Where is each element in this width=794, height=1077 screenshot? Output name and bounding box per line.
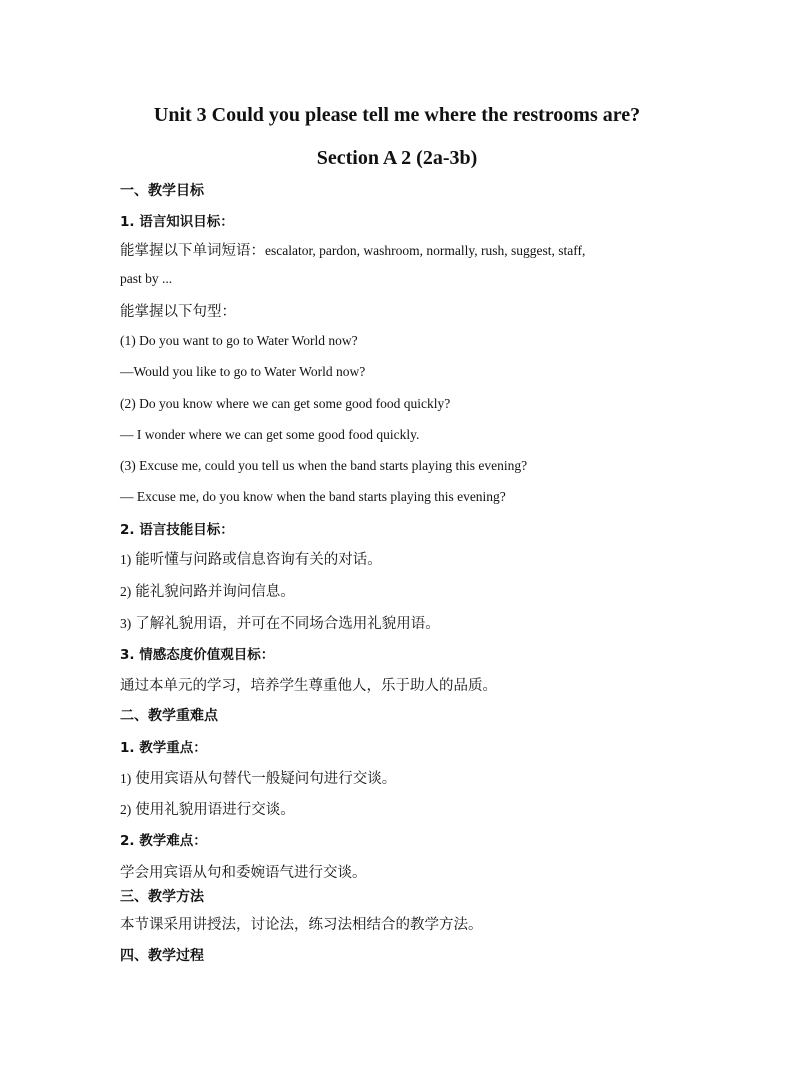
vocab-words-cont: past by ... <box>120 271 173 286</box>
unit-title: Unit 3 Could you please tell me where the restrooms are? <box>153 104 641 126</box>
list-item: 2) 使用礼貌用语进行交谈。 <box>120 802 295 818</box>
vocab-words: escalator, pardon, washroom, normally, rush, suggest, staff, <box>265 243 586 258</box>
list-item: 1) 能听懂与问路或信息咨询有关的对话。 <box>120 552 382 568</box>
sentence-1: (1) Do you want to go to Water World now? <box>120 333 358 348</box>
sentence-3: (3) Excuse me, could you tell us when the band starts playing this evening? <box>120 458 528 473</box>
difficult-text: 学会用宾语从句和委婉语气进行交谈。 <box>120 865 367 881</box>
list-item: 3) 了解礼貌用语，并可在不同场合选用礼貌用语。 <box>120 616 440 632</box>
section-title: Section A 2 (2a-3b) <box>316 147 478 169</box>
methods-text: 本节课采用讲授法，讨论法，练习法相结合的教学方法。 <box>120 917 483 933</box>
heading-key-difficult-points: 二、教学重难点 <box>120 708 218 724</box>
heading-teaching-process: 四、教学过程 <box>120 948 204 964</box>
sentence-1-alt: —Would you like to go to Water World now? <box>120 364 366 379</box>
sentence-2-alt: — I wonder where we can get some good food quickly. <box>120 427 420 442</box>
heading-teaching-methods: 三、教学方法 <box>120 889 204 905</box>
sentence-2: (2) Do you know where we can get some good food quickly? <box>120 396 451 411</box>
heading-difficult-points: 2. 教学难点： <box>120 833 207 849</box>
heading-language-skills: 2. 语言技能目标： <box>120 522 234 538</box>
list-item: 2) 能礼貌问路并询问信息。 <box>120 584 295 600</box>
heading-teaching-objectives: 一、教学目标 <box>120 183 204 199</box>
heading-key-points: 1. 教学重点： <box>120 740 207 756</box>
attitude-text: 通过本单元的学习，培养学生尊重他人，乐于助人的品质。 <box>120 678 497 694</box>
sentence-3-alt: — Excuse me, do you know when the band starts playing this evening? <box>120 489 506 504</box>
vocab-line <box>120 239 585 260</box>
patterns-label: 能掌握以下句型： <box>120 304 236 320</box>
list-item: 1) 使用宾语从句替代一般疑问句进行交谈。 <box>120 771 397 787</box>
vocab-prefix: 能掌握以下单词短语： <box>120 243 265 259</box>
heading-language-knowledge: 1. 语言知识目标： <box>120 214 234 230</box>
heading-attitude-values: 3. 情感态度价值观目标： <box>120 647 275 663</box>
